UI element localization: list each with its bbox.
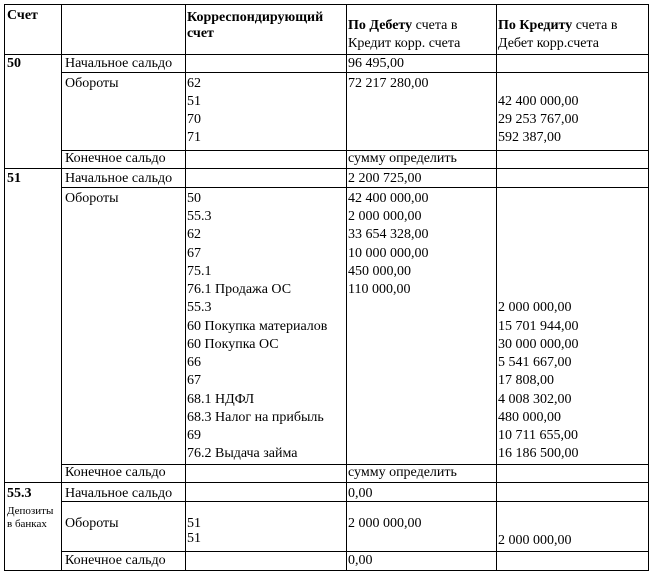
turnover-label: Обороты (65, 76, 119, 91)
opening-balance-label: Начальное сальдо (65, 486, 173, 501)
debit-amount: 33 654 328,00 (348, 227, 429, 242)
header-credit-line2: Дебет корр.счета (498, 36, 599, 51)
turnover-label: Обороты (65, 191, 119, 206)
opening-balance-label: Начальное сальдо (65, 56, 173, 71)
credit-amount: 592 387,00 (498, 130, 561, 145)
credit-amount: 5 541 667,00 (498, 355, 572, 370)
credit-amount: 10 711 655,00 (498, 428, 578, 443)
credit-amount: 29 253 767,00 (498, 112, 579, 127)
corr-account: 51 (187, 94, 201, 109)
closing-balance-label: Конечное сальдо (65, 151, 166, 166)
corr-account: 55.3 (187, 209, 212, 224)
corr-account: 68.3 Налог на прибыль (187, 410, 324, 425)
credit-amount: 2 000 000,00 (498, 300, 572, 315)
account-code: 51 (7, 171, 21, 186)
corr-account: 71 (187, 130, 201, 145)
account-note: Депозиты (7, 505, 54, 517)
debit-amount: 42 400 000,00 (348, 191, 429, 206)
header-debit-line2: Кредит корр. счета (348, 36, 461, 51)
col-divider (185, 5, 186, 570)
corr-account: 51 (187, 531, 201, 546)
row-divider (5, 168, 648, 169)
credit-amount: 42 400 000,00 (498, 94, 579, 109)
corr-account: 76.2 Выдача займа (187, 446, 298, 461)
header-credit-bold: По Кредиту (498, 18, 573, 33)
account-code: 50 (7, 56, 21, 71)
corr-account: 60 Покупка ОС (187, 337, 279, 352)
closing-balance-label: Конечное сальдо (65, 465, 166, 480)
credit-amount: 30 000 000,00 (498, 337, 579, 352)
credit-amount: 15 701 944,00 (498, 319, 579, 334)
header-debit-bold: По Дебету (348, 18, 413, 33)
closing-balance-label: Конечное сальдо (65, 553, 166, 568)
header-debit-rest: счета в (412, 18, 458, 33)
account-code: 55.3 (7, 486, 32, 501)
corr-account: 55.3 (187, 300, 212, 315)
corr-account: 68.1 НДФЛ (187, 392, 255, 407)
credit-amount: 4 008 302,00 (498, 392, 572, 407)
corr-account: 75.1 (187, 264, 212, 279)
corr-account: 69 (187, 428, 201, 443)
corr-account: 67 (187, 373, 201, 388)
credit-amount: 2 000 000,00 (498, 533, 572, 548)
debit-amount: 72 217 280,00 (348, 76, 429, 91)
corr-account: 62 (187, 76, 201, 91)
corr-account: 76.1 Продажа ОС (187, 282, 292, 297)
header-debit-line1 (348, 17, 457, 35)
corr-account: 60 Покупка материалов (187, 319, 328, 334)
corr-account: 51 (187, 516, 201, 531)
debit-amount: 450 000,00 (348, 264, 411, 279)
corr-account: 62 (187, 227, 201, 242)
debit-amount: 110 000,00 (348, 282, 411, 297)
col-divider (496, 5, 497, 570)
header-credit-line1 (498, 17, 618, 35)
corr-account: 66 (187, 355, 201, 370)
corr-account: 67 (187, 246, 201, 261)
col-divider (346, 5, 347, 570)
closing-debit: сумму определить (348, 151, 457, 166)
account-note: в банках (7, 518, 47, 530)
debit-amount: 2 000 000,00 (348, 209, 422, 224)
opening-balance-label: Начальное сальдо (65, 171, 173, 186)
debit-amount: 2 000 000,00 (348, 516, 422, 531)
header-corr-line2: счет (187, 26, 214, 41)
debit-amount: 10 000 000,00 (348, 246, 429, 261)
opening-debit: 0,00 (348, 486, 373, 501)
header-credit-rest: счета в (572, 18, 618, 33)
header-account: Счет (7, 8, 38, 23)
opening-debit: 2 200 725,00 (348, 171, 422, 186)
credit-amount: 480 000,00 (498, 410, 561, 425)
closing-debit: 0,00 (348, 553, 373, 568)
credit-amount: 16 186 500,00 (498, 446, 579, 461)
credit-amount: 17 808,00 (498, 373, 554, 388)
closing-debit: сумму определить (348, 465, 457, 480)
col-divider (61, 5, 62, 570)
corr-account: 50 (187, 191, 201, 206)
row-divider (5, 482, 648, 483)
turnover-label: Обороты (65, 516, 119, 531)
opening-debit: 96 495,00 (348, 56, 404, 71)
header-corr-line1: Корреспондирующий (187, 10, 324, 25)
corr-account: 70 (187, 112, 201, 127)
